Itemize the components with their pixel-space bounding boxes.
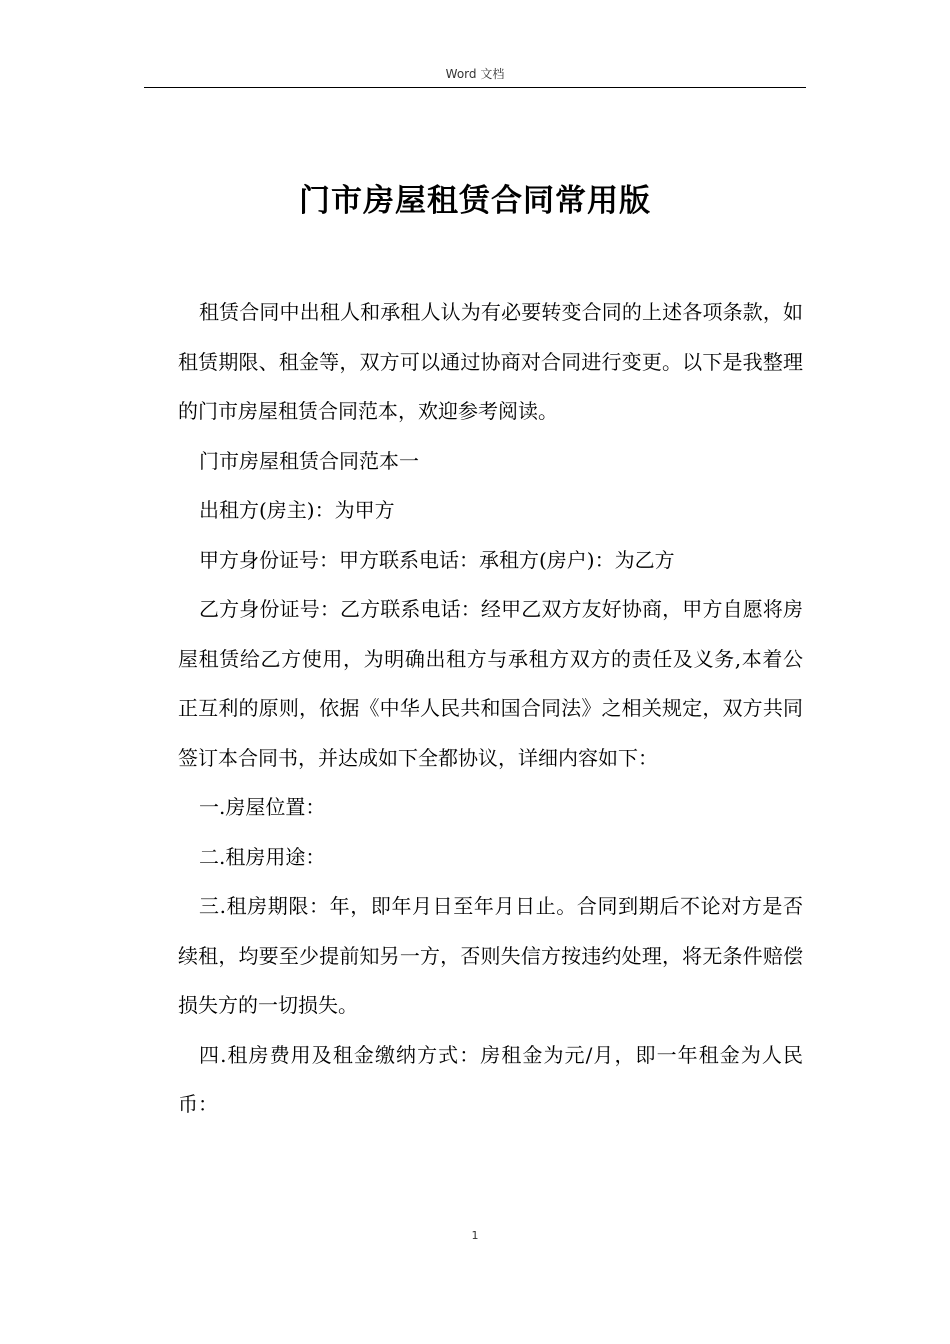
header-divider [144, 87, 806, 88]
paragraph-clause-3: 三.租房期限：年，即年月日至年月日止。合同到期后不论对方是否续租，均要至少提前知另一方，否则失信方按违约处理，将无条件赔偿损失方的一切损失。 [178, 894, 803, 1017]
paragraph-party-a-info: 甲方身份证号：甲方联系电话：承租方(房户)：为乙方 [199, 547, 675, 572]
paragraph-intro: 租赁合同中出租人和承租人认为有必要转变合同的上述各项条款，如租赁期限、租金等，双方可以通过协商对合同进行变更。以下是我整理的门市房屋租赁合同范本，欢迎参考阅读。 [178, 300, 803, 423]
document-title: 门市房屋租赁合同常用版 [299, 182, 651, 219]
paragraph-template-heading: 门市房屋租赁合同范本一 [199, 448, 419, 473]
document-body [178, 288, 803, 1130]
paragraph-lessor: 出租方(房主)：为甲方 [199, 498, 395, 522]
paragraph-clause-4: 四.租房费用及租金缴纳方式：房租金为元/月，即一年租金为人民币： [178, 1042, 803, 1116]
page-number: 1 [471, 1229, 479, 1242]
paragraph-party-b-info: 乙方身份证号：乙方联系电话：经甲乙双方友好协商，甲方自愿将房屋租赁给乙方使用，为明确出租方与承租方双方的责任及义务,本着公正互利的原则，依据《中华人民共和国合同法》之相关规定，双方共同签订本合同书，并达成如下全都协议，详细内容如下： [178, 597, 803, 770]
page-header: Word 文档 [445, 67, 505, 81]
paragraph-clause-1: 一.房屋位置： [199, 795, 326, 819]
paragraph-clause-2: 二.租房用途： [199, 844, 326, 869]
